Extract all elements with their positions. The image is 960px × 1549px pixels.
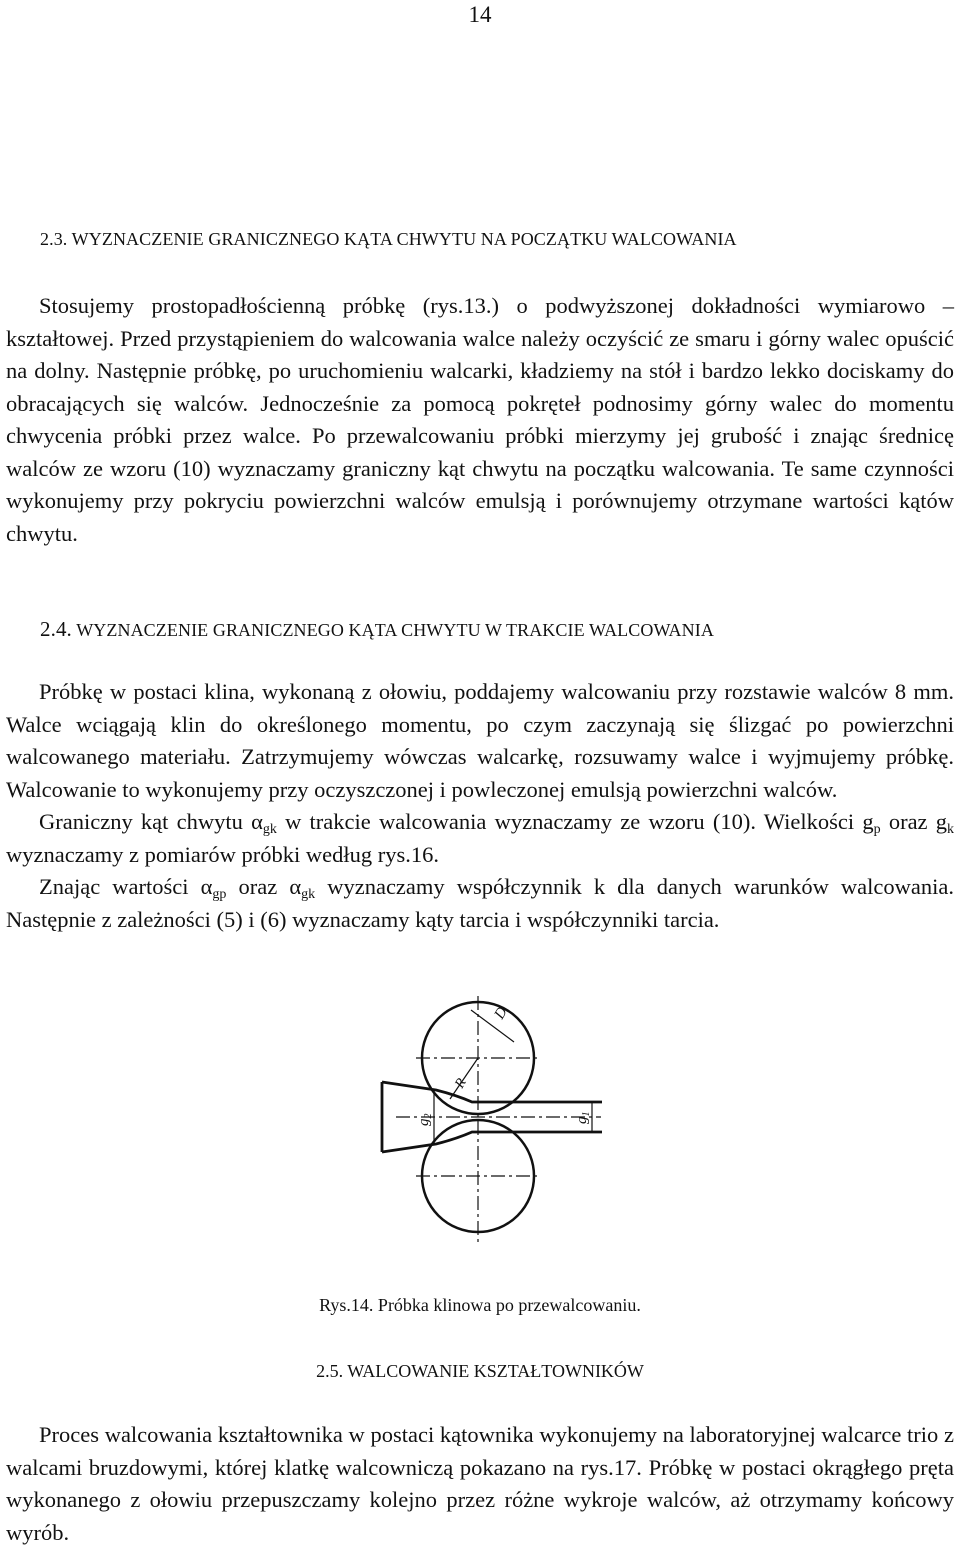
text-run: oraz g (880, 809, 948, 834)
text-run: wyznaczamy z pomiarów próbki według rys.16. (6, 841, 440, 867)
label-g1 (574, 1112, 592, 1125)
subscript: gk (301, 887, 316, 902)
label-g2 (416, 1114, 434, 1127)
heading-text: WYZNACZENIE GRANICZNEGO KĄTA CHWYTU W TRAKCIE WALCOWANIA (76, 620, 714, 640)
subscript: p (873, 822, 881, 837)
section-2-5-heading: 2.5. WALCOWANIE KSZTAŁTOWNIKÓW (316, 1361, 644, 1381)
section-2-3-paragraph (6, 290, 954, 550)
label-g2-sub: 2 (423, 1113, 434, 1119)
label-d: D (491, 1004, 511, 1022)
text-run: wyznaczamy współczynnik k dla danych warunków walcowania. Następnie z zależności (5) i (6) wyznaczamy kąty tarcia i współczynniki tarcia. (6, 874, 954, 932)
text-run: Graniczny kąt chwytu α (39, 809, 263, 834)
section-2-4-paragraphs (6, 676, 954, 936)
label-g1-base: g (574, 1116, 590, 1124)
text-run: Znając wartości α (39, 874, 213, 899)
subscript: gk (262, 822, 277, 837)
subscript: gp (212, 887, 227, 902)
section-2-4-heading (40, 617, 714, 642)
label-g2-base: g (416, 1118, 432, 1126)
paragraph-1: Próbkę w postaci klina, wykonaną z ołowiu, poddajemy walcowaniu przy rozstawie walców 8 mm. Walce wciągają klin do określonego momentu, po czym zaczynają się ślizgać po powierzchni walcowanego materiału. Zatrzymujemy wówczas walcarkę, rozsuwamy walce i wyjmujemy próbkę. Walcowanie to wykonujemy przy oczyszczonej i powleczonej emulsją powierzchni walców. (6, 679, 954, 802)
paragraph-3 (6, 871, 954, 936)
section-2-3-heading: 2.3. WYZNACZENIE GRANICZNEGO KĄTA CHWYTU NA POCZĄTKU WALCOWANIA (40, 229, 737, 249)
radius-dimension (450, 1058, 478, 1099)
text-run: w trakcie walcowania wyznaczamy ze wzoru (10). Wielkości g (276, 809, 874, 834)
sample-top-edge (382, 1082, 602, 1102)
label-g1-sub: 1 (581, 1111, 592, 1117)
page-number: 14 (468, 2, 492, 27)
heading-number: 2.4. (40, 617, 72, 641)
section-2-5-paragraph (6, 1419, 954, 1549)
paragraph-text: Stosujemy prostopadłościenną próbkę (rys.13.) o podwyższonej dokładności wymiarowo – kształtowej. Przed przystąpieniem do walcowania walce należy oczyścić ze smaru i górny walec opuścić na dolny. Następnie próbkę, po uruchomieniu walcarki, kładziemy na stół i bardzo lekko dociskamy do obracających się walców. Jednocześnie za pomocą pokręteł podnosimy górny walec do momentu chwycenia próbki przez walce. Po przewalcowaniu próbki mierzymy jej grubość i znając średnicę walców ze wzoru (10) wyznaczamy graniczny kąt chwytu na początku walcowania. Te same czynności wykonujemy przy pokryciu powierzchni walców emulsją i porównujemy otrzymane wartości kątów chwytu. (6, 293, 954, 546)
figure-caption: Rys.14. Próbka klinowa po przewalcowaniu. (319, 1295, 641, 1315)
text-run: oraz α (226, 874, 302, 899)
wedge-sample-figure (376, 996, 606, 1266)
label-r: R (452, 1076, 470, 1091)
sample-bottom-edge (382, 1132, 602, 1152)
subscript: k (947, 822, 955, 837)
paragraph-text: Proces walcowania kształtownika w postaci kątownika wykonujemy na laboratoryjnej walcarce trio z walcami bruzdowymi, której klatkę walcowniczą pokazano na rys.17. Próbkę w postaci okrągłego pręta wykonanego z ołowiu przepuszczamy kolejno przez różne wykroje walców, aż otrzymamy końcowy wyrób. (6, 1422, 954, 1545)
paragraph-2 (6, 806, 954, 871)
